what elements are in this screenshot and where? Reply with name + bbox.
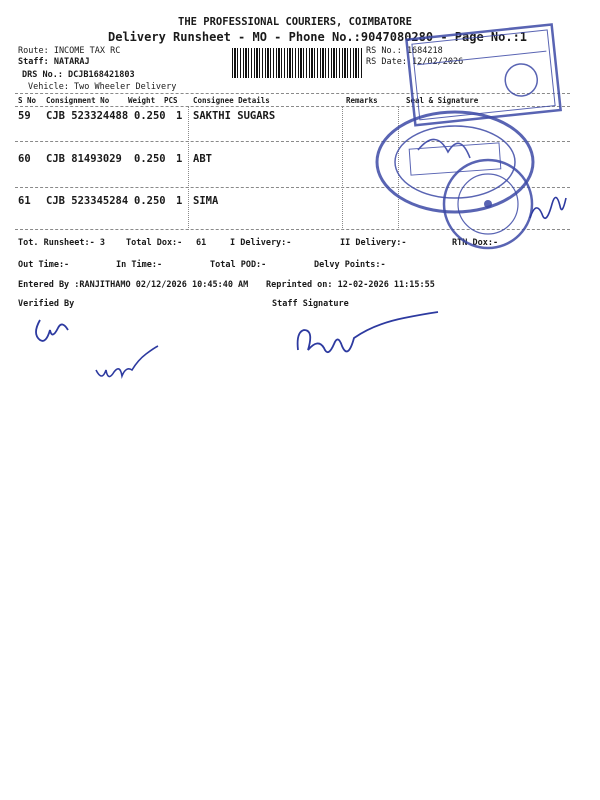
runsheet-subtitle: Delivery Runsheet - MO - Phone No.:9047080280 - Page No.:1	[108, 30, 528, 44]
col-seal-signature: Seal & Signature	[406, 96, 479, 105]
total-runsheet: Tot. Runsheet:- 3	[18, 238, 105, 248]
delvy-points: Delvy Points:-	[314, 260, 386, 270]
row-weight: 0.250	[134, 153, 166, 165]
abt-limited-stamp	[377, 112, 533, 212]
staff-label: Staff: NATARAJ	[18, 57, 90, 67]
col-remarks: Remarks	[346, 96, 378, 105]
total-pod: Total POD:-	[210, 260, 267, 270]
i-delivery: I Delivery:-	[230, 238, 292, 248]
consignee-signature	[530, 197, 566, 218]
rs-number: RS No.: 1684218	[366, 46, 443, 56]
sakthi-sugars-stamp	[406, 24, 560, 125]
route-label: Route: INCOME TAX RC	[18, 46, 121, 56]
col-consignee: Consignee Details	[193, 96, 270, 105]
staff-signature	[298, 312, 438, 352]
drs-number: DRS No.: DCJB168421803	[22, 70, 135, 80]
row-pcs: 1	[176, 110, 183, 122]
company-title: THE PROFESSIONAL COURIERS, COIMBATORE	[178, 16, 412, 28]
row-weight: 0.250	[134, 110, 166, 122]
rtn-dox: RTN Dox:-	[452, 238, 499, 248]
row-consignee: ABT	[193, 153, 212, 165]
sima-round-stamp	[444, 160, 532, 248]
ii-delivery: II Delivery:-	[340, 238, 407, 248]
row-consignee: SAKTHI SUGARS	[193, 110, 276, 122]
verified-by-signature	[36, 320, 68, 341]
row-pcs: 1	[176, 195, 183, 207]
total-dox-value: 61	[196, 238, 207, 248]
col-weight: Weight	[128, 96, 156, 105]
row-consignment: CJB 523324488	[46, 110, 129, 122]
row-sno: 59	[18, 110, 31, 122]
verifier-initials	[96, 346, 158, 377]
entered-by: Entered By :RANJITHAMO 02/12/2026 10:45:40 AM	[18, 280, 249, 290]
total-dox-label: Total Dox:-	[126, 238, 183, 248]
in-time: In Time:-	[116, 260, 163, 270]
row-consignee: SIMA	[193, 195, 219, 207]
rs-date: RS Date: 12/02/2026	[366, 57, 464, 67]
row-pcs: 1	[176, 153, 183, 165]
row-weight: 0.250	[134, 195, 166, 207]
col-consignment: Consignment No	[46, 96, 110, 105]
row-sno: 61	[18, 195, 31, 207]
vehicle-label: Vehicle: Two Wheeler Delivery	[28, 82, 177, 92]
staff-signature-label: Staff Signature	[272, 299, 349, 309]
col-sno: S No	[18, 96, 37, 105]
row-consignment: CJB 81493029	[46, 153, 122, 165]
reprinted-on: Reprinted on: 12-02-2026 11:15:55	[266, 280, 435, 290]
out-time: Out Time:-	[18, 260, 70, 270]
col-pcs: PCS	[164, 96, 178, 105]
row-consignment: CJB 523345284	[46, 195, 129, 207]
verified-by: Verified By	[18, 299, 75, 309]
row-sno: 60	[18, 153, 31, 165]
